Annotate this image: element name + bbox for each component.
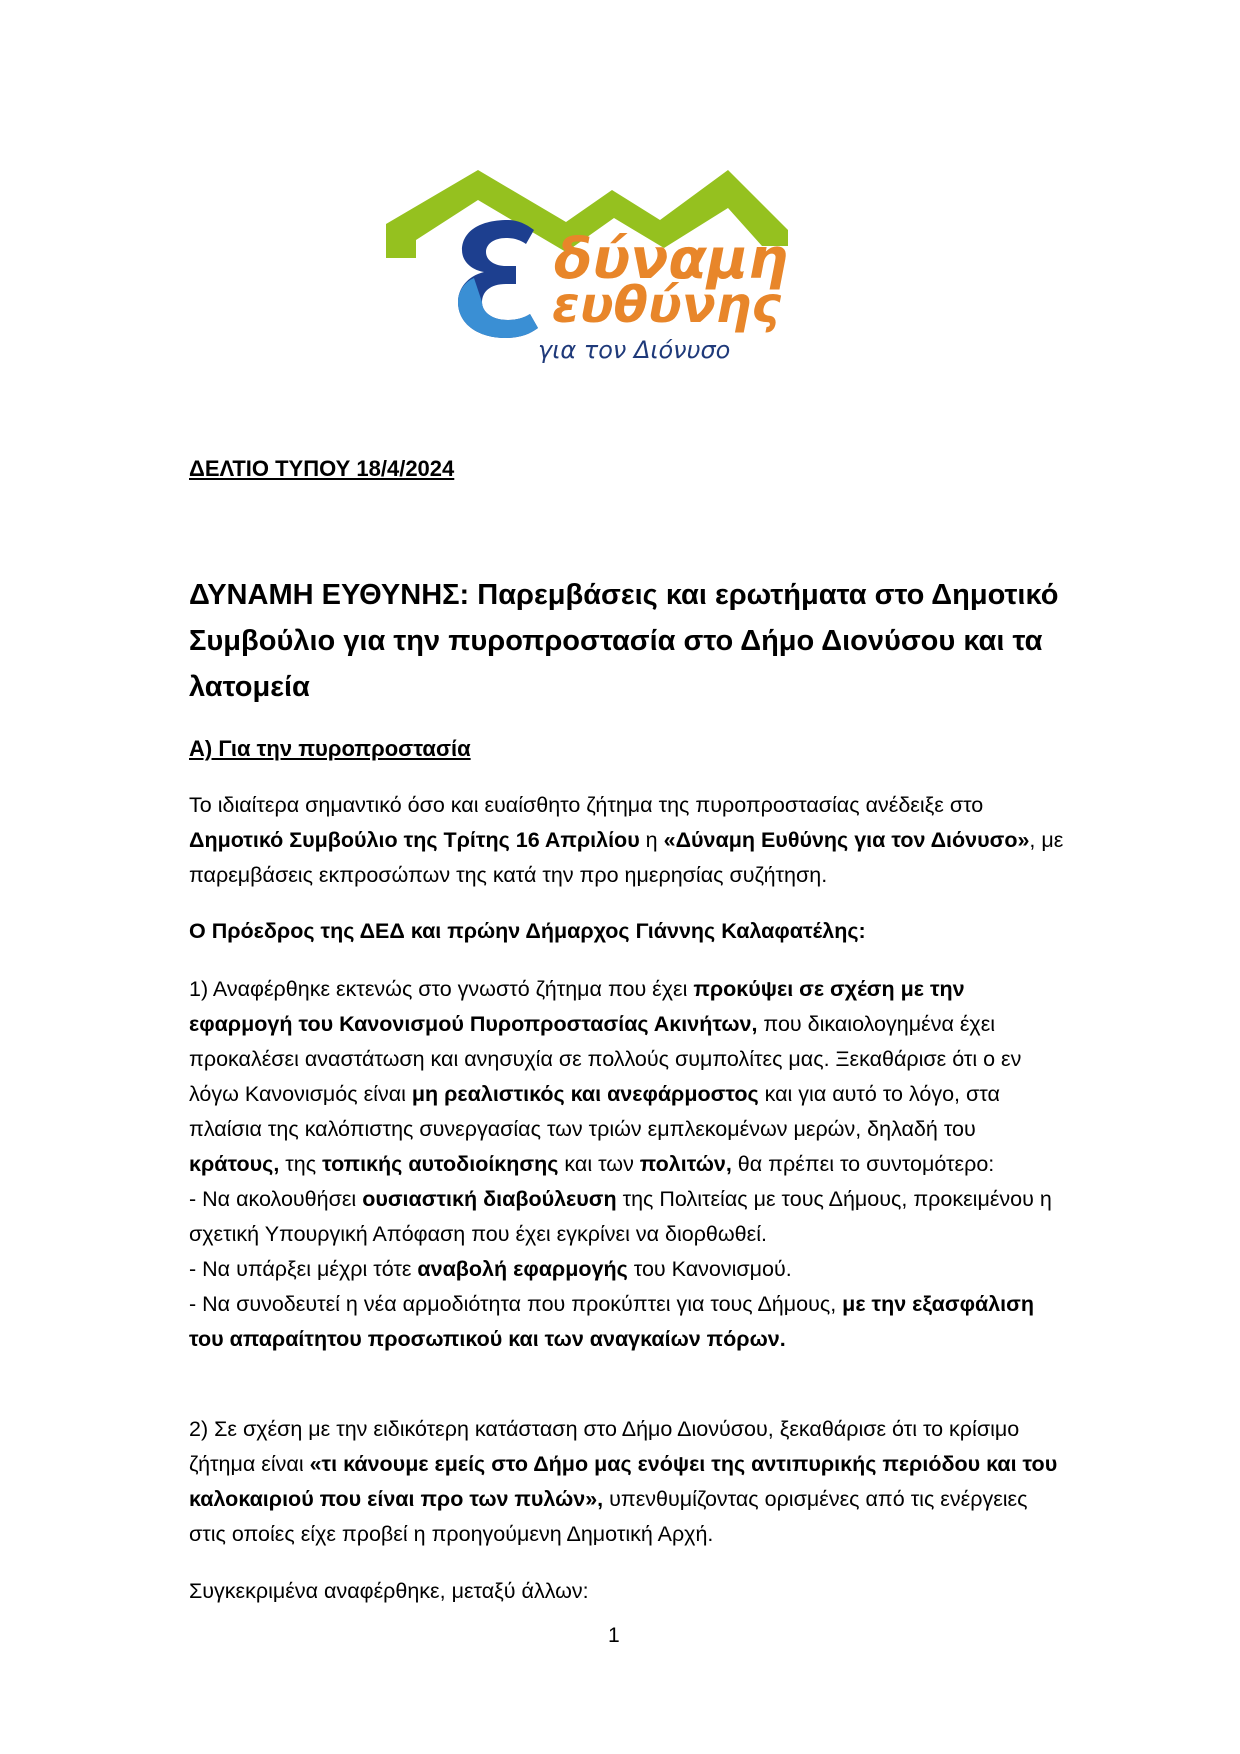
logo-wordmark-line2: ευθύνης bbox=[552, 276, 782, 334]
organization-logo bbox=[378, 162, 848, 372]
intro-paragraph: Το ιδιαίτερα σημαντικό όσο και ευαίσθητο ζήτημα της πυροπροστασίας ανέδειξε στο Δημοτικό Συμβούλιο της Τρίτης 16 Απριλίου η «Δύναμη Ευθύνης για τον Διόνυσο», με παρεμβάσεις εκπροσώπων της κατά την προ ημερησίας συζήτηση. bbox=[189, 793, 1064, 887]
point-1-paragraph: 1) Αναφέρθηκε εκτενώς στο γνωστό ζήτημα που έχει προκύψει σε σχέση με την εφαρμογή του Κανονισμού Πυροπροστασίας Ακινήτων, που δικαιολογημένα έχει προκαλέσει αναστάτωση και ανησυχία σε πολλούς συμπολίτες μας. Ξεκαθάρισε ότι ο εν λόγω Κανονισμός είναι μη ρεαλιστικός και ανεφάρμοστος και για αυτό το λόγο, στα πλαίσια της καλόπιστης συνεργασίας των τριών εμπλεκομένων μερών, δηλαδή του κράτους, της τοπικής αυτοδιοίκησης και των πολιτών, θα πρέπει το συντομότερο: - Να ακολουθήσει ουσιαστική διαβούλευση της Πολιτείας με τους Δήμους, προκειμένου η σχετική Υπουργική Απόφαση που έχει εγκρίνει να διορθωθεί. - Να υπάρξει μέχρι τότε αναβολή εφαρμογής του Κανονισμού. - Να συνοδευτεί η νέα αρμοδιότητα που προκύπτει για τους Δήμους, με την εξασφάλιση του απαραίτητου προσωπικού και των αναγκαίων πόρων. bbox=[189, 977, 1052, 1351]
page-number: 1 bbox=[608, 1624, 620, 1647]
closing-line: Συγκεκριμένα αναφέρθηκε, μεταξύ άλλων: bbox=[189, 1579, 589, 1603]
logo-wordmark-line1: δύναμη bbox=[554, 227, 788, 292]
point-2-paragraph: 2) Σε σχέση με την ειδικότερη κατάσταση στο Δήμο Διονύσου, ξεκαθάρισε ότι το κρίσιμο ζήτημα είναι «τι κάνουμε εμείς στο Δήμο μας ενόψει της αντιπυρικής περιόδου και του καλοκαιριού που είναι προ των πυλών», υπενθυμίζοντας ορισμένες από τις ενέργειες στις οποίες είχε προβεί η προηγούμενη Δημοτική Αρχή. bbox=[189, 1417, 1058, 1546]
logo-tagline: για τον Διόνυσο bbox=[538, 336, 731, 364]
section-a-heading: Α) Για την πυροπροστασία bbox=[189, 736, 471, 761]
speaker-heading: Ο Πρόεδρος της ΔΕΔ και πρώην Δήμαρχος Γιάννης Καλαφατέλης: bbox=[189, 919, 866, 943]
press-release-heading: ΔΕΛΤΙΟ ΤΥΠΟΥ 18/4/2024 bbox=[189, 456, 455, 481]
document-title: ΔΥΝΑΜΗ ΕΥΘΥΝΗΣ: Παρεμβάσεις και ερωτήματα στο Δημοτικό Συμβούλιο για την πυροπροστασία στο Δήμο Διονύσου και τα λατομεία bbox=[189, 579, 1059, 703]
